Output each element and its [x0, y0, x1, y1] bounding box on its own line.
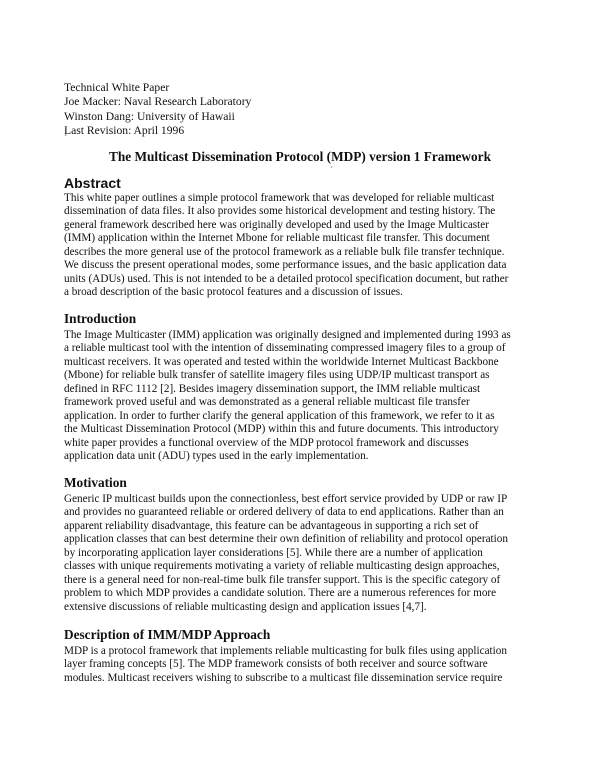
header-line-revision: Last Revision: April 1996 — [64, 123, 185, 137]
introduction-line: white paper provides a functional overview of the MDP protocol framework and discusses — [64, 436, 469, 449]
motivation-line: problem to which MDP provides a candidate solution. There are a numerous references for more — [64, 587, 497, 600]
section-motivation — [64, 475, 544, 614]
introduction-line: the Multicast Dissemination Protocol (MDP) within this and future documents. This introductory — [64, 423, 499, 436]
document-header — [64, 81, 251, 138]
header-mark: ´ — [64, 134, 68, 145]
motivation-line: there is a general need for non-real-time bulk file transfer support. This is the specific category of — [64, 573, 501, 586]
description-line: modules. Multicast receivers wishing to subscribe to a multicast file dissemination service require — [64, 671, 503, 684]
introduction-line: (Mbone) for reliable bulk transfer of satellite imagery files using UDP/IP multicast transport as — [64, 369, 490, 382]
abstract-line: This white paper outlines a simple protocol framework that was developed for reliable multicast — [64, 192, 495, 204]
abstract-line: We discuss the present operational modes, some performance issues, and the basic application data — [64, 259, 507, 272]
motivation-body — [64, 493, 544, 614]
section-heading-description: Description of IMM/MDP Approach — [64, 627, 271, 642]
introduction-line: framework proved useful and was demonstrated as a general reliable multicast file transfer — [64, 396, 470, 409]
abstract-line: describes the more general use of the protocol framework as a reliable bulk file transfer technique. — [64, 245, 505, 258]
section-description — [64, 627, 544, 685]
section-heading-abstract: Abstract — [64, 175, 121, 191]
introduction-line: application data unit (ADU) types used in the early implementation. — [64, 450, 369, 463]
section-heading-introduction: Introduction — [64, 311, 137, 326]
header-line-author-1: Joe Macker: Naval Research Laboratory — [64, 95, 252, 109]
motivation-line: apparent reliability disadvantage, this feature can be advantageous in supporting a rich set of — [64, 519, 479, 532]
abstract-line: units (ADUs) used. This is not intended to be a detailed protocol specification document, but rather — [64, 272, 509, 285]
motivation-line: Generic IP multicast builds upon the connectionless, best effort service provided by UDP or raw IP — [64, 493, 508, 505]
motivation-line: classes with unique requirements motivating a variety of reliable multicasting design approaches, — [64, 560, 500, 573]
abstract-line: dissemination of data files. It also provides some historical development and testing history. The — [64, 205, 496, 218]
title-mark: ´ — [330, 165, 333, 175]
section-abstract — [64, 175, 544, 300]
document-title: The Multicast Dissemination Protocol (MDP) version 1 Framework — [109, 149, 491, 164]
motivation-line: extensive discussions of reliable multicasting design and application issues [4,7]. — [64, 600, 427, 613]
introduction-body — [64, 329, 544, 464]
motivation-line: and provides no guaranteed reliable or ordered delivery of data to end applications. Rather than an — [64, 506, 504, 519]
description-line: layer framing concepts [5]. The MDP framework consists of both receiver and source software — [64, 658, 488, 671]
description-body — [64, 645, 544, 685]
motivation-line: application classes that can best determine their own definition of reliability and protocol operation — [64, 533, 508, 546]
section-introduction — [64, 311, 544, 464]
header-line-author-2: Winston Dang: University of Hawaii — [64, 109, 235, 123]
abstract-line: a broad description of the basic protocol features and a discussion of issues. — [64, 286, 403, 299]
introduction-line: defined in RFC 1112 [2]. Besides imagery dissemination support, the IMM reliable multicast — [64, 382, 481, 395]
introduction-line: The Image Multicaster (IMM) application was originally designed and implemented during 1993 as — [64, 329, 511, 341]
abstract-line: general framework described here was originally developed and used by the Image Multicaster — [64, 218, 489, 231]
introduction-line: a reliable multicast tool with the intention of disseminating compressed imagery files to a group of — [64, 342, 506, 355]
introduction-line: application. In order to further clarify the general application of this framework, we refer to it as — [64, 409, 495, 422]
introduction-line: multicast receivers. It was operated and tested within the worldwide Internet Multicast Backbone — [64, 355, 499, 368]
abstract-line: (IMM) application within the Internet Mbone for reliable multicast file transfer. This document — [64, 232, 490, 245]
description-line: MDP is a protocol framework that implements reliable multicasting for bulk files using application — [64, 645, 507, 657]
abstract-body — [64, 192, 544, 300]
header-line-type: Technical White Paper — [64, 81, 170, 94]
section-heading-motivation: Motivation — [64, 475, 127, 490]
motivation-line: by incorporating application layer considerations [5]. While there are a number of application — [64, 546, 483, 559]
